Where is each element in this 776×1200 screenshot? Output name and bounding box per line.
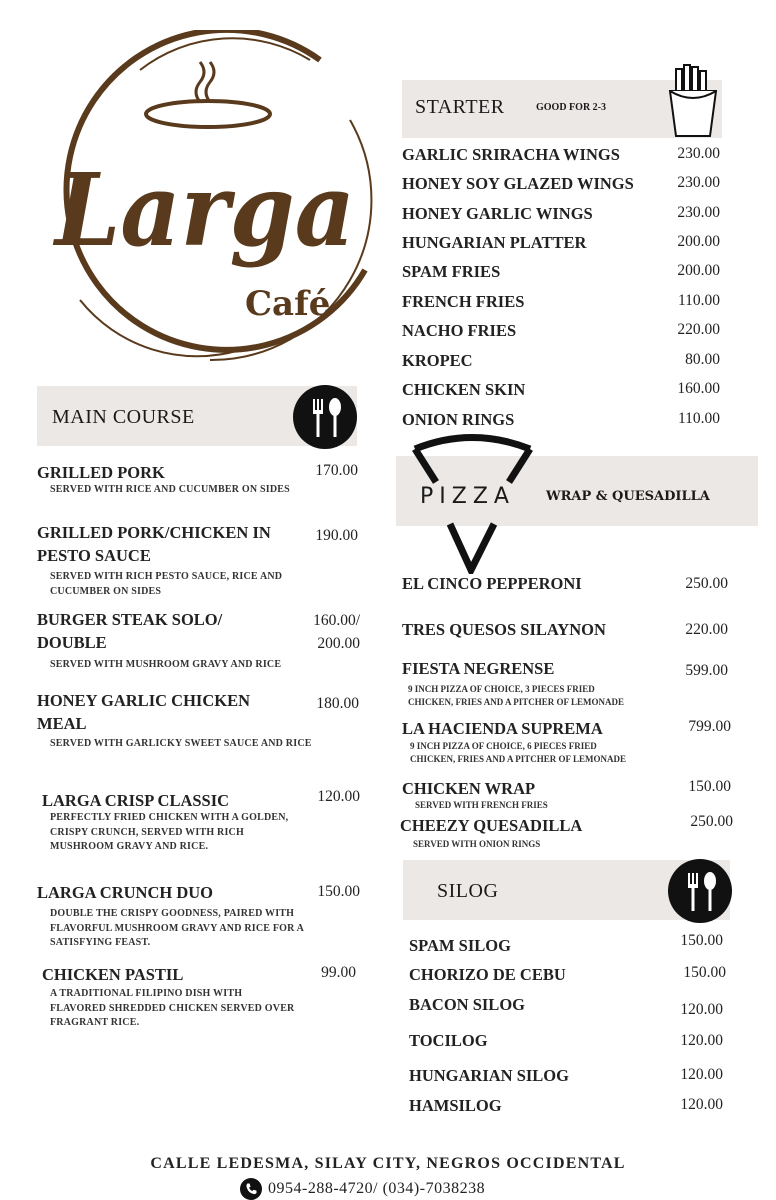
item-price: 230.00 (677, 204, 720, 221)
item-desc: DOUBLE THE CRISPY GOODNESS, PAIRED WITH FLAVORFUL MUSHROOM GRAVY AND RICE FOR A SATISFYING FEAST. (50, 908, 304, 948)
item-price: 250.00 (690, 813, 733, 830)
item-name: CHICKEN SKIN (402, 380, 526, 399)
item-price: 160.00/ (313, 612, 360, 629)
item-name: CHICKEN WRAP (402, 779, 536, 798)
svg-text:Larga: Larga (52, 151, 355, 269)
item-desc: SERVED WITH RICE AND CUCUMBER ON SIDES (50, 484, 290, 495)
item-desc: CHICKEN, FRIES AND A PITCHER OF LEMONADE (408, 697, 624, 707)
footer-phone-row (240, 1178, 485, 1200)
item-name: NACHO FRIES (402, 321, 517, 340)
item-name: LA HACIENDA SUPREMA (402, 719, 603, 738)
main-course-title: MAIN COURSE (52, 406, 195, 428)
item-name: HUNGARIAN PLATTER (402, 233, 587, 252)
footer-address: CALLE LEDESMA, SILAY CITY, NEGROS OCCIDENTAL (150, 1155, 626, 1172)
item-price: 120.00 (680, 1066, 723, 1083)
item-price: 250.00 (685, 575, 728, 592)
item-price: 799.00 (688, 718, 731, 735)
item-name: TRES QUESOS SILAYNON (402, 620, 606, 639)
item-name: LARGA CRISP CLASSIC (42, 791, 230, 810)
item-name: GARLIC SRIRACHA WINGS (402, 145, 620, 164)
item-name: BURGER STEAK SOLO/ DOUBLE (37, 610, 223, 652)
item-name: GRILLED PORK (37, 463, 165, 482)
starter-note: GOOD FOR 2-3 (536, 102, 606, 113)
item-price: 200.00 (677, 233, 720, 250)
fork-spoon-icon (293, 385, 357, 449)
item-desc: SERVED WITH RICH PESTO SAUCE, RICE AND CUCUMBER ON SIDES (50, 571, 283, 597)
item-name: ONION RINGS (402, 410, 515, 429)
item-name: FIESTA NEGRENSE (402, 659, 555, 678)
item-desc: SERVED WITH GARLICKY SWEET SAUCE AND RICE (50, 738, 312, 749)
item-price: 120.00 (680, 1096, 723, 1113)
item-price: 150.00 (688, 778, 731, 795)
item-desc: PERFECTLY FRIED CHICKEN WITH A GOLDEN, CRISPY CRUNCH, SERVED WITH RICH MUSHROOM GRAVY AND RICE. (50, 812, 289, 852)
item-name: EL CINCO PEPPERONI (402, 574, 582, 593)
item-desc: CHICKEN, FRIES AND A PITCHER OF LEMONADE (410, 754, 626, 764)
item-name: LARGA CRUNCH DUO (37, 883, 214, 902)
item-price: 230.00 (677, 145, 720, 162)
item-name: SPAM SILOG (409, 936, 511, 955)
item-price-double: 200.00 (317, 635, 360, 652)
item-name: HUNGARIAN SILOG (409, 1066, 569, 1085)
logo-sub: Café (245, 284, 331, 324)
item-name: CHEEZY QUESADILLA (400, 816, 583, 835)
item-price: 599.00 (685, 662, 728, 679)
silog-title: SILOG (437, 880, 499, 902)
item-desc: 9 INCH PIZZA OF CHOICE, 3 PIECES FRIED (408, 684, 595, 694)
item-price: 230.00 (677, 174, 720, 191)
item-price: 150.00 (680, 932, 723, 949)
item-name: TOCILOG (409, 1031, 488, 1050)
item-desc: 9 INCH PIZZA OF CHOICE, 6 PIECES FRIED (410, 741, 597, 751)
item-price: 120.00 (680, 1001, 723, 1018)
item-price: 220.00 (685, 621, 728, 638)
item-name: HAMSILOG (409, 1096, 502, 1115)
larga-cafe-logo (20, 30, 390, 380)
item-name: HONEY GARLIC WINGS (402, 204, 593, 223)
item-desc: SERVED WITH ONION RINGS (413, 839, 541, 849)
item-price: 150.00 (317, 883, 360, 900)
item-price: 170.00 (315, 462, 358, 479)
item-price: 110.00 (677, 292, 720, 309)
item-name: BACON SILOG (409, 995, 525, 1014)
item-name: CHICKEN PASTIL (42, 965, 184, 984)
item-price: 220.00 (677, 321, 720, 338)
item-name: HONEY SOY GLAZED WINGS (402, 174, 634, 193)
item-name: HONEY GARLIC CHICKEN MEAL (37, 691, 250, 733)
item-desc: A TRADITIONAL FILIPINO DISH WITH FLAVORED SHREDDED CHICKEN SERVED OVER FRAGRANT RICE. (50, 988, 295, 1028)
item-price: 110.00 (677, 410, 720, 427)
item-price: 120.00 (317, 788, 360, 805)
pizza-subtitle: WRAP & QUESADILLA (546, 489, 710, 504)
item-price: 80.00 (685, 351, 720, 368)
item-desc: SERVED WITH MUSHROOM GRAVY AND RICE (50, 659, 282, 670)
fork-spoon-icon (668, 859, 732, 923)
item-name: SPAM FRIES (402, 262, 501, 281)
item-name: KROPEC (402, 351, 473, 370)
item-price: 200.00 (677, 262, 720, 279)
fries-icon (666, 63, 720, 139)
item-price: 150.00 (683, 964, 726, 981)
item-price: 190.00 (315, 527, 358, 544)
item-name: FRENCH FRIES (402, 292, 525, 311)
item-name: CHORIZO DE CEBU (409, 965, 566, 984)
item-price: 180.00 (316, 695, 359, 712)
footer-phone: 0954-288-4720/ (034)-7038238 (268, 1180, 486, 1197)
item-name: GRILLED PORK/CHICKEN IN PESTO SAUCE (37, 523, 271, 565)
phone-icon (240, 1178, 262, 1200)
item-price: 160.00 (677, 380, 720, 397)
starter-title: STARTER (415, 96, 505, 118)
pizza-title: PIZZA (420, 484, 515, 509)
item-price: 99.00 (321, 964, 356, 981)
item-desc: SERVED WITH FRENCH FRIES (415, 800, 548, 810)
item-price: 120.00 (680, 1032, 723, 1049)
